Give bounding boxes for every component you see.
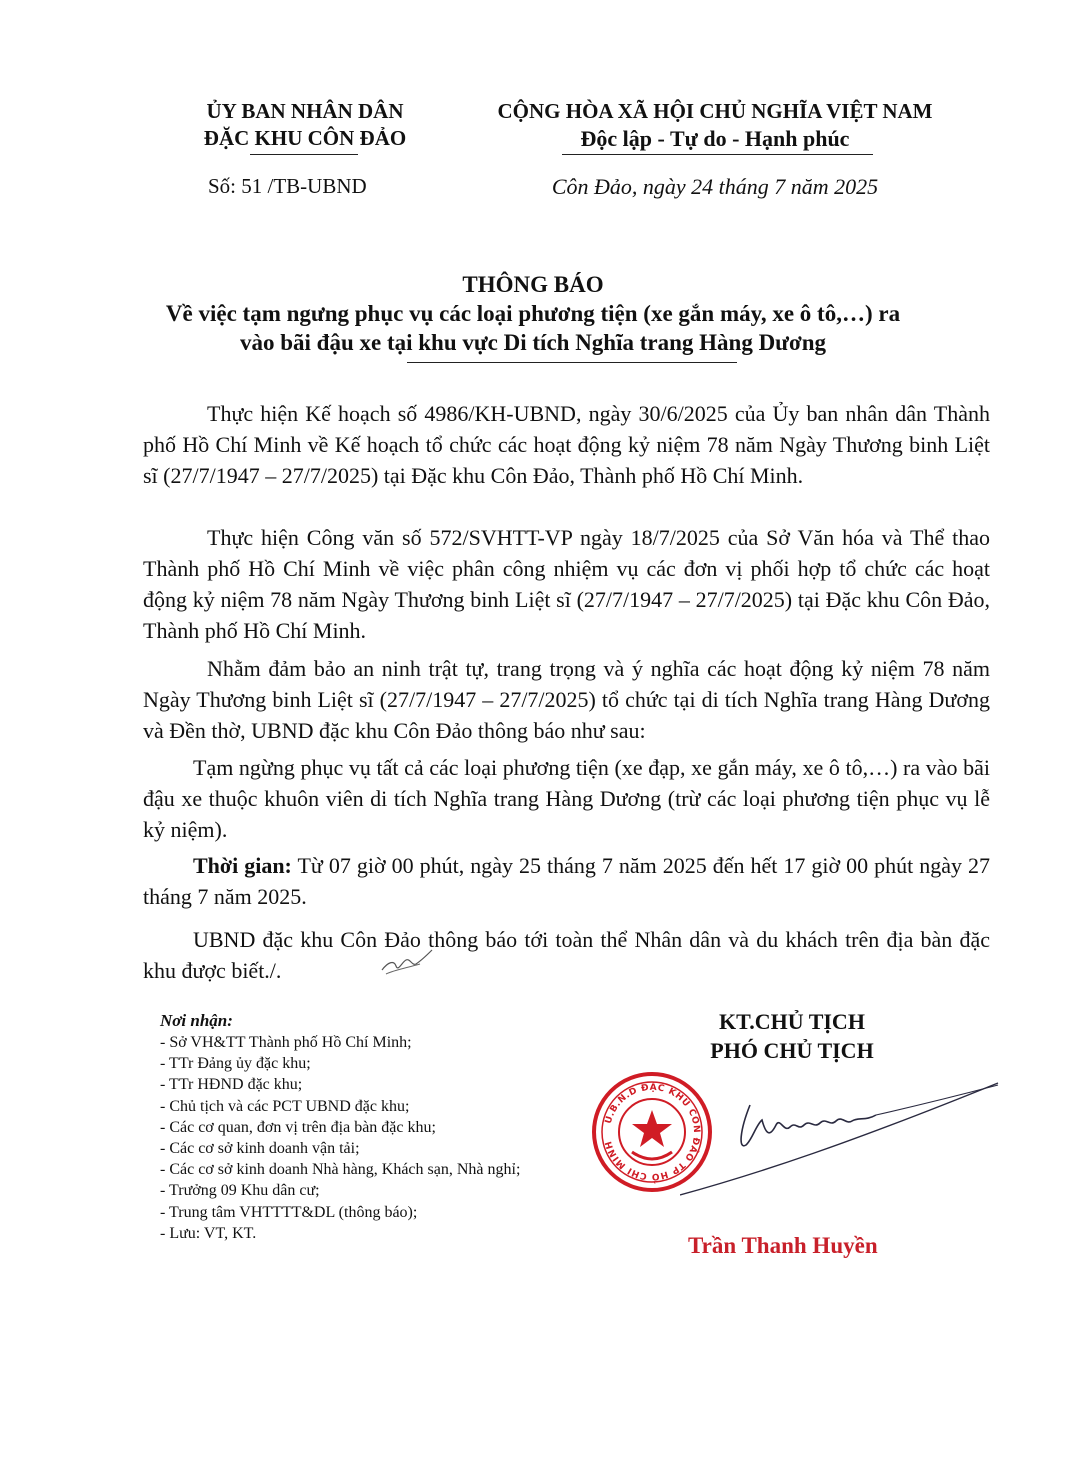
org-underline [250, 154, 358, 155]
svg-text:U.B.N.D ĐẶC KHU CÔN ĐẢO TP HỒ: U.B.N.D ĐẶC KHU CÔN ĐẢO TP HỒ CHÍ MINH [603, 1082, 702, 1182]
recipient-item: - Trung tâm VHTTTT&DL (thông báo); [160, 1203, 418, 1221]
body-paragraph-2: Thực hiện Công văn số 572/SVHTT-VP ngày 18/7/2025 của Sở Văn hóa và Thể thao Thành phố Hồ Chí Minh về việc phân công nhiệm vụ các đơn vị phối hợp tổ chức các hoạt động kỷ niệm 78 năm Ngày Thương binh Liệt sĩ (27/7/1947 – 27/7/2025) tại Đặc khu Côn Đảo, Thành phố Hồ Chí Minh. [143, 525, 990, 643]
recipient-item: - Lưu: VT, KT. [160, 1224, 257, 1242]
time-label: Thời gian: [193, 853, 292, 878]
body-paragraph-1: Thực hiện Kế hoạch số 4986/KH-UBND, ngày 30/6/2025 của Ủy ban nhân dân Thành phố Hồ Chí Minh về Kế hoạch tổ chức các hoạt động kỷ niệm 78 năm Ngày Thương binh Liệt sĩ (27/7/1947 – 27/7/2025) tại Đặc khu Côn Đảo, Thành phố Hồ Chí Minh. [143, 401, 990, 488]
org-name-line2: ĐẶC KHU CÔN ĐẢO [203, 126, 407, 150]
recipient-item: - TTr HĐND đặc khu; [160, 1076, 303, 1094]
recipient-item: - TTr Đảng ủy đặc khu; [160, 1055, 311, 1073]
body-paragraph-3: Nhằm đảm bảo an ninh trật tự, trang trọng và ý nghĩa các hoạt động kỷ niệm 78 năm Ngày Thương binh Liệt sĩ (27/7/1947 – 27/7/2025) tổ chức tại di tích Nghĩa trang Hàng Dương và Đền thờ, UBND đặc khu Côn Đảo thông báo như sau: [143, 656, 990, 743]
signature-role-2: PHÓ CHỦ TỊCH [710, 1038, 874, 1063]
recipient-item: - Các cơ quan, đơn vị trên địa bàn đặc khu; [160, 1118, 436, 1136]
recipient-item: - Chủ tịch và các PCT UBND đặc khu; [160, 1097, 410, 1115]
recipient-item: - Sở VH&TT Thành phố Hồ Chí Minh; [160, 1034, 412, 1051]
signature-role-1: KT.CHỦ TỊCH [719, 1009, 865, 1034]
country-name: CỘNG HÒA XÃ HỘI CHỦ NGHĨA VIỆT NAM [497, 99, 933, 123]
recipient-item: - Các cơ sở kinh doanh vận tải; [160, 1140, 360, 1158]
recipients-block [160, 1010, 540, 1244]
handwritten-signature-icon [680, 1075, 1010, 1205]
signer-name: Trần Thanh Huyền [688, 1233, 878, 1258]
initials-signature-icon [376, 942, 436, 982]
place-date: Côn Đảo, ngày 24 tháng 7 năm 2025 [551, 174, 879, 199]
motto-underline [562, 154, 873, 155]
recipient-item: - Các cơ sở kinh doanh Nhà hàng, Khách sạn, Nhà nghỉ; [160, 1161, 521, 1179]
recipients-heading: Nơi nhận: [160, 1011, 233, 1030]
body-paragraph-time [143, 850, 990, 912]
subject-line-1: Về việc tạm ngưng phục vụ các loại phương tiện (xe gắn máy, xe ô tô,…) ra [165, 301, 901, 326]
body-paragraph-4: Tạm ngừng phục vụ tất cả các loại phương tiện (xe đạp, xe gắn máy, xe ô tô,…) ra vào bãi đậu xe thuộc khuôn viên di tích Nghĩa trang Hàng Dương (trừ các loại phương tiện phục vụ lễ kỷ niệm). [143, 755, 990, 842]
subject-line-2: vào bãi đậu xe tại khu vực Di tích Nghĩa trang Hàng Dương [239, 330, 827, 355]
time-text: Từ 07 giờ 00 phút, ngày 25 tháng 7 năm 2025 đến hết 17 giờ 00 phút ngày 27 tháng 7 năm 2025. [143, 853, 990, 909]
recipient-item: - Trưởng 09 Khu dân cư; [160, 1182, 320, 1200]
body-paragraph-6: UBND đặc khu Côn Đảo thông báo tới toàn thể Nhân dân và du khách trên địa bàn đặc khu được biết./. [143, 927, 990, 983]
document-type: THÔNG BÁO [462, 272, 604, 297]
org-name-line1: ỦY BAN NHÂN DÂN [206, 99, 404, 123]
title-underline [407, 362, 737, 363]
document-number: Số: 51 /TB-UBND [208, 174, 367, 198]
national-motto: Độc lập - Tự do - Hạnh phúc [580, 126, 850, 151]
